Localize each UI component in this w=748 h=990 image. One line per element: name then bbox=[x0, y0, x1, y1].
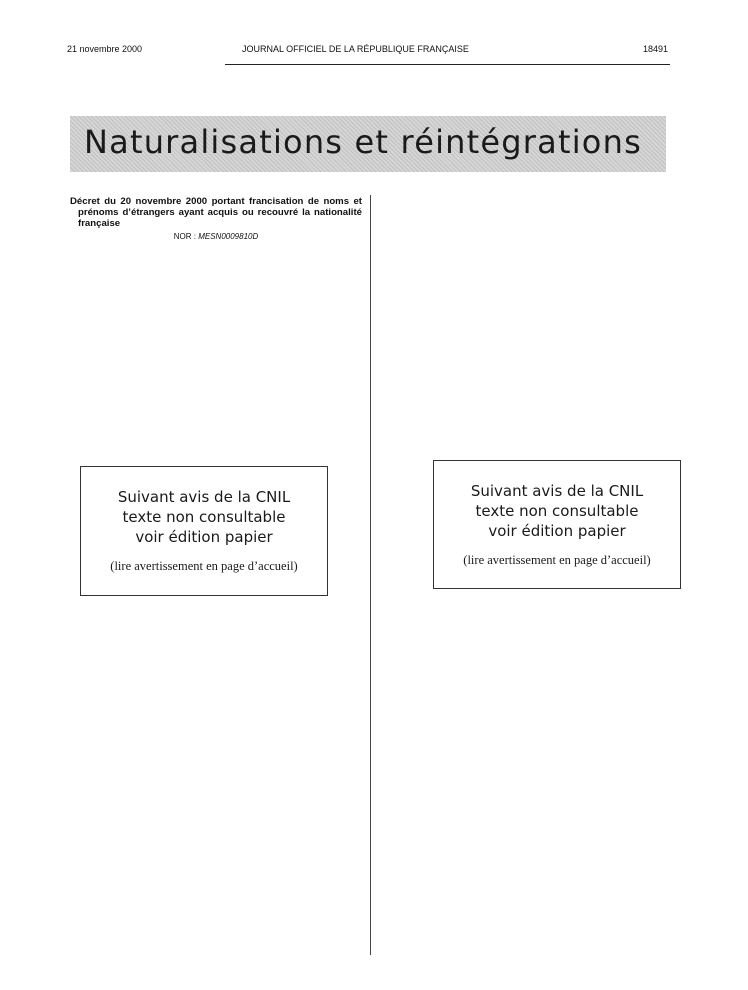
column-divider bbox=[370, 195, 371, 955]
cnil-notice-right bbox=[433, 460, 681, 589]
cnil-notice-line: Suivant avis de la CNIL bbox=[117, 488, 291, 506]
running-head bbox=[0, 44, 748, 58]
cnil-notice-line: texte non consultable bbox=[122, 508, 286, 526]
cnil-notice-left bbox=[80, 466, 328, 596]
cnil-notice-line: texte non consultable bbox=[475, 502, 639, 520]
section-title: Naturalisations et réintégrations bbox=[84, 123, 642, 161]
header-journal-title: JOURNAL OFFICIEL DE LA RÉPUBLIQUE FRANÇAISE bbox=[242, 44, 469, 54]
cnil-notice-line: voir édition papier bbox=[488, 522, 626, 540]
cnil-notice-note: (lire avertissement en page d’accueil) bbox=[110, 559, 298, 573]
nor-code: MESN0009810D bbox=[198, 232, 259, 241]
cnil-notice-line: voir édition papier bbox=[135, 528, 273, 546]
header-page-number: 18491 bbox=[642, 44, 668, 54]
decree-block bbox=[70, 196, 362, 241]
section-title-band bbox=[70, 116, 666, 172]
cnil-notice-line: Suivant avis de la CNIL bbox=[470, 482, 644, 500]
header-date: 21 novembre 2000 bbox=[67, 44, 143, 54]
cnil-notice-note: (lire avertissement en page d’accueil) bbox=[463, 553, 651, 567]
header-rule bbox=[225, 64, 670, 65]
decree-nor bbox=[70, 232, 362, 241]
nor-label: NOR : bbox=[173, 232, 196, 241]
decree-title: Décret du 20 novembre 2000 portant francisation de noms et prénoms d’étrangers ayant acquis ou recouvré la nationalité française bbox=[70, 196, 362, 229]
